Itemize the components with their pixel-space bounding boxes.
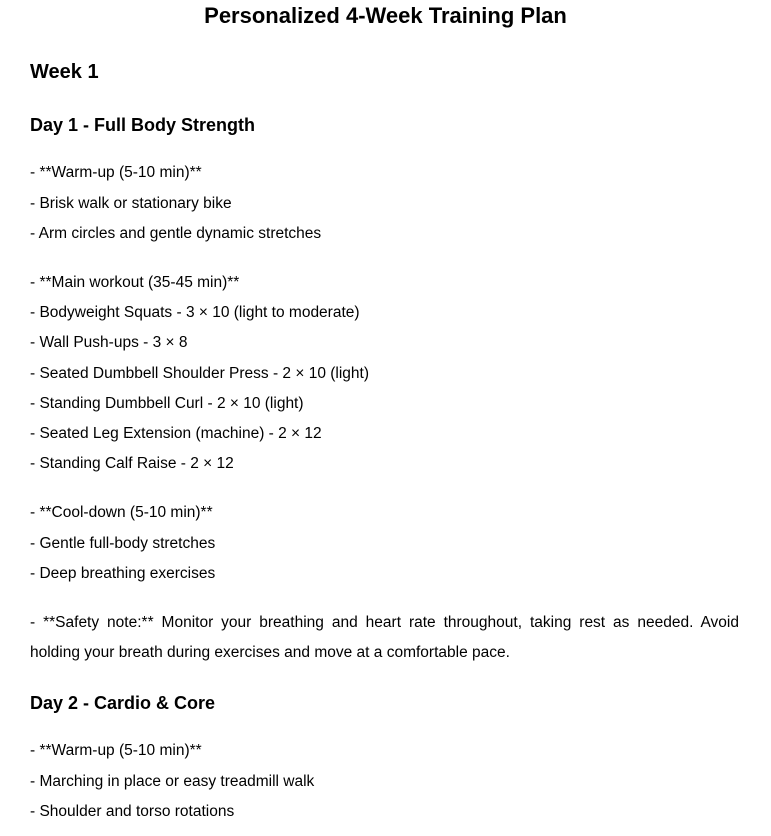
- day-1-warmup-item: - Arm circles and gentle dynamic stretches: [30, 225, 322, 242]
- day-1-warmup-title: - **Warm-up (5-10 min)**: [30, 164, 202, 181]
- day-1-cooldown-item: - Gentle full-body stretches: [30, 535, 216, 552]
- day-1-main-title: - **Main workout (35-45 min)**: [30, 274, 240, 291]
- day-2-heading: Day 2 - Cardio & Core: [30, 693, 216, 713]
- day-2-warmup-item: - Marching in place or easy treadmill walk: [30, 773, 315, 790]
- day-1-main-item: - Standing Calf Raise - 2 × 12: [30, 455, 234, 472]
- week-1-heading: Week 1: [30, 61, 99, 83]
- day-1-main-item: - Seated Dumbbell Shoulder Press - 2 × 10 (light): [30, 365, 370, 382]
- day-1-safety-note: - **Safety note:** Monitor your breathing and heart rate throughout, taking rest as needed. Avoid holding your breath during exercises and move at a comfortable pace.: [30, 614, 739, 661]
- day-1-main-item: - Standing Dumbbell Curl - 2 × 10 (light): [30, 395, 304, 412]
- day-2-warmup-title: - **Warm-up (5-10 min)**: [30, 742, 202, 759]
- day-2-warmup-item: - Shoulder and torso rotations: [30, 803, 235, 820]
- day-1-cooldown-item: - Deep breathing exercises: [30, 565, 216, 582]
- day-1-warmup-item: - Brisk walk or stationary bike: [30, 195, 232, 212]
- day-1-main-item: - Bodyweight Squats - 3 × 10 (light to moderate): [30, 304, 360, 321]
- day-1-main-item: - Wall Push-ups - 3 × 8: [30, 334, 188, 351]
- day-1-main-item: - Seated Leg Extension (machine) - 2 × 12: [30, 425, 322, 442]
- day-1-heading: Day 1 - Full Body Strength: [30, 115, 256, 135]
- day-1-cooldown-title: - **Cool-down (5-10 min)**: [30, 504, 213, 521]
- document-title: Personalized 4-Week Training Plan: [204, 3, 567, 28]
